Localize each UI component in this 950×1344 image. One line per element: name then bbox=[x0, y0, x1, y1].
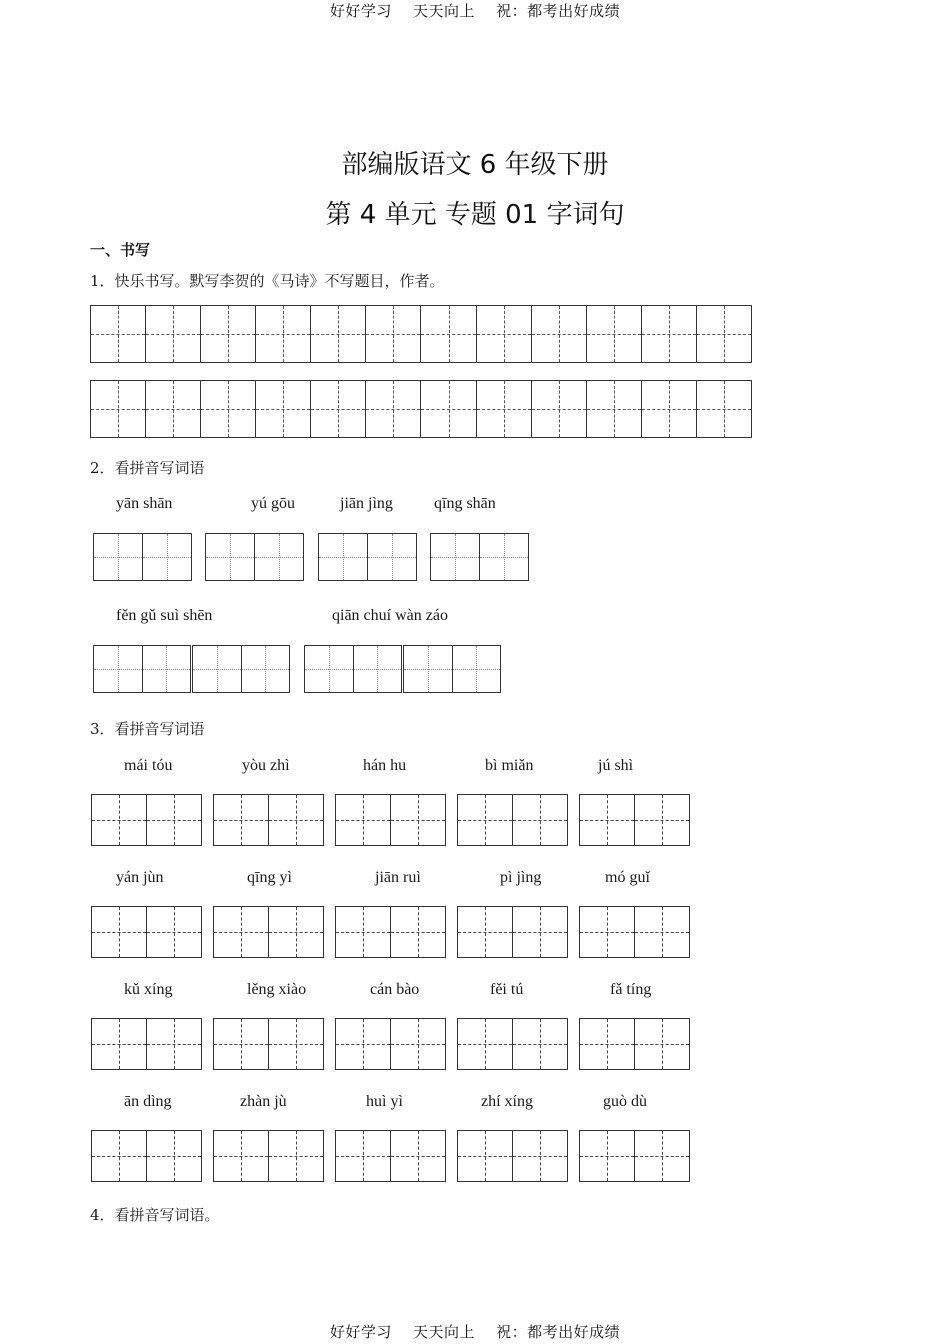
pinyin-label: yòu zhì bbox=[242, 757, 290, 774]
pinyin-label: qīng yì bbox=[247, 869, 292, 886]
pinyin-label: guò dù bbox=[603, 1093, 647, 1110]
answer-box[interactable] bbox=[335, 1130, 446, 1182]
pinyin-label: jiān ruì bbox=[375, 869, 421, 886]
answer-box[interactable] bbox=[192, 645, 290, 693]
answer-box[interactable] bbox=[213, 1018, 324, 1070]
pinyin-label: pì jìng bbox=[500, 869, 542, 886]
question-2-text: 2．看拼音写词语 bbox=[90, 459, 205, 477]
pinyin-label: huì yì bbox=[366, 1093, 403, 1110]
answer-box[interactable] bbox=[430, 533, 529, 581]
pinyin-label: ān dìng bbox=[124, 1093, 172, 1110]
answer-box[interactable] bbox=[579, 906, 690, 958]
answer-box[interactable] bbox=[213, 906, 324, 958]
answer-box[interactable] bbox=[93, 645, 191, 693]
answer-box[interactable] bbox=[91, 906, 202, 958]
page-title: 部编版语文 6 年级下册 bbox=[341, 150, 609, 180]
pinyin-label: yān shān bbox=[116, 495, 173, 512]
answer-box[interactable] bbox=[579, 794, 690, 846]
page-footer: 好好学习 天天向上 祝：都考出好成绩 bbox=[329, 1323, 621, 1341]
answer-box[interactable] bbox=[205, 533, 304, 581]
pinyin-label: hán hu bbox=[363, 757, 407, 774]
answer-box[interactable] bbox=[335, 1018, 446, 1070]
page-subtitle: 第 4 单元 专题 01 字词句 bbox=[325, 200, 625, 230]
answer-box[interactable] bbox=[457, 906, 568, 958]
section-heading: 一、书写 bbox=[90, 241, 151, 259]
answer-box[interactable] bbox=[91, 1018, 202, 1070]
pinyin-label: lěng xiào bbox=[247, 981, 307, 998]
answer-box[interactable] bbox=[457, 794, 568, 846]
answer-box[interactable] bbox=[403, 645, 501, 693]
writing-grid-2[interactable] bbox=[90, 380, 752, 438]
page-header: 好好学习 天天向上 祝：都考出好成绩 bbox=[329, 2, 621, 20]
pinyin-label: qīng shān bbox=[434, 495, 496, 512]
pinyin-label: yán jùn bbox=[116, 869, 164, 886]
answer-box[interactable] bbox=[457, 1018, 568, 1070]
answer-box[interactable] bbox=[91, 794, 202, 846]
answer-box[interactable] bbox=[335, 794, 446, 846]
pinyin-label: qiān chuí wàn záo bbox=[332, 607, 448, 624]
pinyin-label: jiān jìng bbox=[340, 495, 393, 512]
answer-box[interactable] bbox=[579, 1130, 690, 1182]
question-1-text: 1．快乐书写。默写李贺的《马诗》不写题目，作者。 bbox=[90, 272, 445, 290]
pinyin-label: zhí xíng bbox=[481, 1093, 533, 1110]
pinyin-label: jú shì bbox=[598, 757, 634, 774]
answer-box[interactable] bbox=[579, 1018, 690, 1070]
answer-box[interactable] bbox=[213, 794, 324, 846]
question-3-text: 3．看拼音写词语 bbox=[90, 720, 205, 738]
answer-box[interactable] bbox=[304, 645, 402, 693]
answer-box[interactable] bbox=[335, 906, 446, 958]
pinyin-label: fǎ tíng bbox=[610, 981, 652, 998]
pinyin-label: kǔ xíng bbox=[124, 981, 173, 998]
pinyin-label: fěi tú bbox=[490, 981, 524, 998]
answer-box[interactable] bbox=[213, 1130, 324, 1182]
pinyin-label: zhàn jù bbox=[240, 1093, 287, 1110]
pinyin-label: yú gōu bbox=[251, 495, 295, 512]
pinyin-label: mó guǐ bbox=[605, 869, 650, 886]
pinyin-label: cán bào bbox=[370, 981, 420, 998]
pinyin-label: fěn gǔ suì shēn bbox=[116, 607, 213, 624]
pinyin-label: mái tóu bbox=[124, 757, 173, 774]
answer-box[interactable] bbox=[457, 1130, 568, 1182]
question-4-text: 4．看拼音写词语。 bbox=[90, 1206, 220, 1224]
pinyin-label: bì miǎn bbox=[485, 757, 534, 774]
answer-box[interactable] bbox=[91, 1130, 202, 1182]
writing-grid-1[interactable] bbox=[90, 305, 752, 363]
answer-box[interactable] bbox=[93, 533, 192, 581]
answer-box[interactable] bbox=[318, 533, 417, 581]
